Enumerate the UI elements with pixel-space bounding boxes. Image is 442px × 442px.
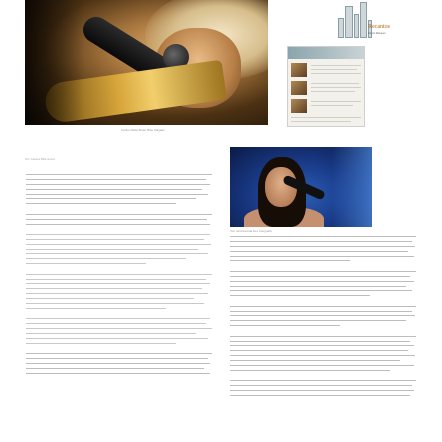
album-title: Recantos (368, 24, 390, 30)
city-illustration (336, 2, 372, 42)
album-inlay (287, 46, 365, 127)
photo1-caption: Carlos Malta Boiler Blas Salgado (121, 128, 165, 132)
article-body-right (230, 236, 416, 400)
album-artist: Dércio Marques (368, 32, 386, 35)
author-byline: Por Juliana Bittencourt (25, 157, 56, 161)
hero-photo-musician (25, 0, 268, 125)
article-body-left (26, 174, 212, 378)
photo2-caption: Voz reconhecida Dez fotografia (230, 229, 272, 233)
album-cover (286, 2, 408, 42)
photo-singer (230, 147, 372, 227)
